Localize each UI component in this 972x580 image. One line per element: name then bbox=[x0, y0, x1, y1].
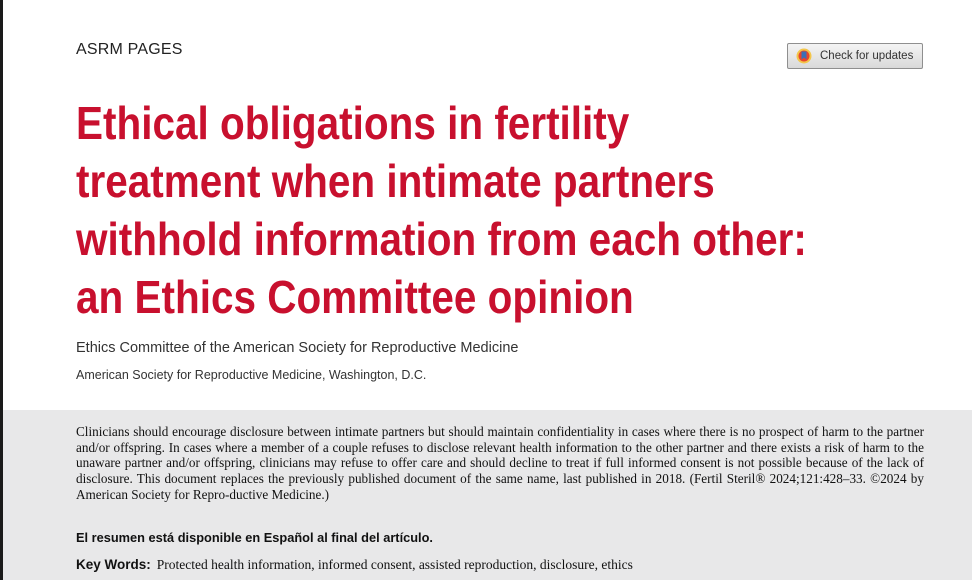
crossmark-icon bbox=[796, 48, 812, 64]
abstract-panel bbox=[3, 410, 972, 580]
title-line: Ethical obligations in fertility bbox=[76, 97, 630, 149]
section-label: ASRM PAGES bbox=[76, 41, 183, 58]
check-for-updates-button[interactable] bbox=[787, 43, 923, 69]
keywords bbox=[76, 557, 633, 573]
affiliation: American Society for Reproductive Medicine, Washington, D.C. bbox=[76, 368, 427, 382]
check-for-updates-label: Check for updates bbox=[820, 50, 914, 62]
spanish-summary-note: El resumen está disponible en Español al final del artículo. bbox=[76, 530, 433, 545]
keywords-label: Key Words: bbox=[76, 557, 151, 572]
keywords-list: Protected health information, informed consent, assisted reproduction, disclosure, ethics bbox=[156, 557, 633, 572]
title-line: withhold information from each other: bbox=[76, 213, 807, 265]
title-line: an Ethics Committee opinion bbox=[76, 271, 634, 323]
title-line: treatment when intimate partners bbox=[76, 155, 715, 207]
authors: Ethics Committee of the American Society for Reproductive Medicine bbox=[76, 340, 519, 356]
article-title bbox=[76, 94, 842, 326]
abstract-text: Clinicians should encourage disclosure between intimate partners but should maintain confidentiality in cases where there is no prospect of harm to the partner and/or offspring. In cases where a member of a couple refuses to disclose relevant health information to the other partner and there exists a risk of harm to the unaware partner and/or offspring, clinicians may refuse to offer care and should decline to treat if full informed consent is not possible because of the lack of disclosure. This document replaces the previously published document of the same name, last published in 2018. (Fertil Steril® 2024;121:428–33. ©2024 by American Society for Repro-ductive Medicine.) bbox=[76, 424, 924, 502]
